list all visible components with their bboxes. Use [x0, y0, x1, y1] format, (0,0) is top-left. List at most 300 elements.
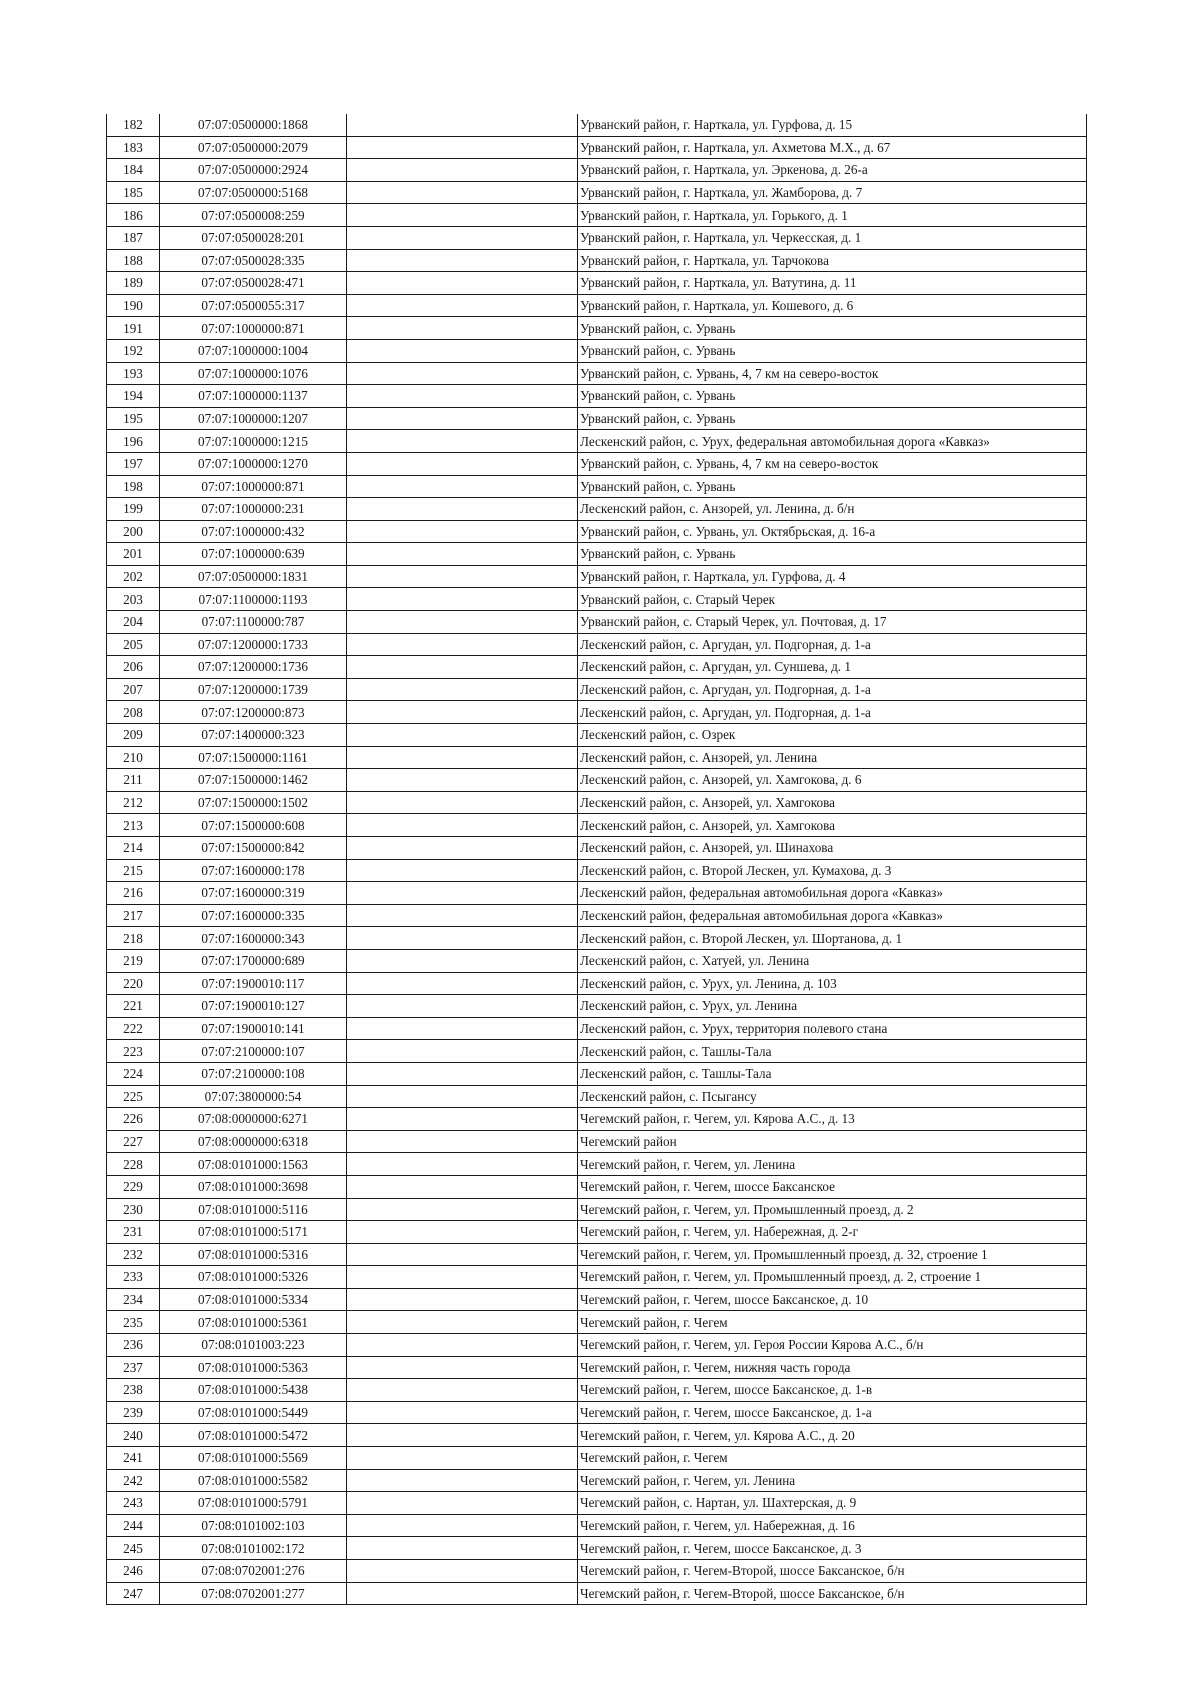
row-number-cell: 193	[107, 362, 160, 385]
empty-cell	[347, 972, 578, 995]
table-row	[107, 701, 1087, 724]
address-cell: Чегемский район, с. Нартан, ул. Шахтерская, д. 9	[578, 1492, 1087, 1515]
row-number-cell: 244	[107, 1514, 160, 1537]
table-row	[107, 317, 1087, 340]
row-number-cell: 207	[107, 678, 160, 701]
table-row	[107, 1379, 1087, 1402]
table-row	[107, 565, 1087, 588]
row-number-cell: 182	[107, 114, 160, 136]
cadastral-number-cell: 07:07:1600000:335	[160, 904, 347, 927]
empty-cell	[347, 475, 578, 498]
cadastral-number-cell: 07:08:0101000:3698	[160, 1175, 347, 1198]
row-number-cell: 208	[107, 701, 160, 724]
address-cell: Лескенский район, с. Анзорей, ул. Хамгокова	[578, 791, 1087, 814]
address-cell: Урванский район, г. Нарткала, ул. Черкесская, д. 1	[578, 226, 1087, 249]
table-row	[107, 1266, 1087, 1289]
empty-cell	[347, 1085, 578, 1108]
empty-cell	[347, 1447, 578, 1470]
empty-cell	[347, 882, 578, 905]
row-number-cell: 237	[107, 1356, 160, 1379]
address-cell: Лескенский район, с. Анзорей, ул. Хамгокова, д. 6	[578, 769, 1087, 792]
empty-cell	[347, 1537, 578, 1560]
table-row	[107, 249, 1087, 272]
address-cell: Урванский район, с. Урвань	[578, 543, 1087, 566]
cadastral-number-cell: 07:08:0101000:5326	[160, 1266, 347, 1289]
table-row	[107, 1514, 1087, 1537]
row-number-cell: 206	[107, 656, 160, 679]
cadastral-number-cell: 07:08:0101000:5361	[160, 1311, 347, 1334]
address-cell: Лескенский район, с. Анзорей, ул. Хамгокова	[578, 814, 1087, 837]
empty-cell	[347, 859, 578, 882]
table-row	[107, 362, 1087, 385]
row-number-cell: 187	[107, 226, 160, 249]
address-cell: Лескенский район, с. Озрек	[578, 724, 1087, 747]
table-row	[107, 1401, 1087, 1424]
cadastral-number-cell: 07:07:3800000:54	[160, 1085, 347, 1108]
address-cell: Урванский район, с. Урвань	[578, 339, 1087, 362]
cadastral-number-cell: 07:08:0101000:5334	[160, 1288, 347, 1311]
address-cell: Лескенский район, с. Второй Лескен, ул. Шортанова, д. 1	[578, 927, 1087, 950]
row-number-cell: 239	[107, 1401, 160, 1424]
row-number-cell: 191	[107, 317, 160, 340]
cadastral-number-cell: 07:07:1500000:1462	[160, 769, 347, 792]
cadastral-number-cell: 07:08:0101000:5116	[160, 1198, 347, 1221]
row-number-cell: 242	[107, 1469, 160, 1492]
row-number-cell: 231	[107, 1221, 160, 1244]
table-row	[107, 1221, 1087, 1244]
empty-cell	[347, 226, 578, 249]
table-row	[107, 814, 1087, 837]
table-row	[107, 520, 1087, 543]
table-row	[107, 1198, 1087, 1221]
table-row	[107, 1130, 1087, 1153]
cadastral-number-cell: 07:07:0500000:2079	[160, 136, 347, 159]
cadastral-number-cell: 07:07:0500000:1868	[160, 114, 347, 136]
empty-cell	[347, 452, 578, 475]
address-cell: Лескенский район, с. Ташлы-Тала	[578, 1062, 1087, 1085]
table-row	[107, 1334, 1087, 1357]
cadastral-number-cell: 07:07:1000000:871	[160, 317, 347, 340]
cadastral-number-cell: 07:07:0500028:335	[160, 249, 347, 272]
address-cell: Лескенский район, федеральная автомобильная дорога «Кавказ»	[578, 882, 1087, 905]
address-cell: Чегемский район, г. Чегем, шоссе Баксанское, д. 1-а	[578, 1401, 1087, 1424]
address-cell: Урванский район, г. Нарткала, ул. Эркенова, д. 26-а	[578, 159, 1087, 182]
table-row	[107, 407, 1087, 430]
cadastral-number-cell: 07:07:1600000:319	[160, 882, 347, 905]
table-row	[107, 543, 1087, 566]
empty-cell	[347, 791, 578, 814]
empty-cell	[347, 1153, 578, 1176]
address-cell: Чегемский район, г. Чегем, шоссе Баксанское, д. 3	[578, 1537, 1087, 1560]
row-number-cell: 240	[107, 1424, 160, 1447]
row-number-cell: 246	[107, 1560, 160, 1583]
address-cell: Чегемский район, г. Чегем, ул. Ленина	[578, 1153, 1087, 1176]
row-number-cell: 215	[107, 859, 160, 882]
table-row	[107, 1356, 1087, 1379]
empty-cell	[347, 136, 578, 159]
table-row	[107, 1447, 1087, 1470]
empty-cell	[347, 181, 578, 204]
empty-cell	[347, 904, 578, 927]
table-row	[107, 475, 1087, 498]
row-number-cell: 234	[107, 1288, 160, 1311]
empty-cell	[347, 159, 578, 182]
empty-cell	[347, 814, 578, 837]
cadastral-number-cell: 07:07:1000000:432	[160, 520, 347, 543]
address-cell: Урванский район, с. Урвань	[578, 385, 1087, 408]
row-number-cell: 199	[107, 498, 160, 521]
address-cell: Чегемский район, г. Чегем, ул. Кярова А.С., д. 13	[578, 1108, 1087, 1131]
cadastral-number-cell: 07:07:1200000:1739	[160, 678, 347, 701]
address-cell: Урванский район, г. Нарткала, ул. Кошевого, д. 6	[578, 294, 1087, 317]
address-cell: Урванский район, г. Нарткала, ул. Ахметова М.Х., д. 67	[578, 136, 1087, 159]
registry-table-body	[107, 114, 1087, 1605]
row-number-cell: 241	[107, 1447, 160, 1470]
cadastral-number-cell: 07:07:1900010:141	[160, 1017, 347, 1040]
row-number-cell: 222	[107, 1017, 160, 1040]
table-row	[107, 159, 1087, 182]
cadastral-number-cell: 07:07:0500000:2924	[160, 159, 347, 182]
row-number-cell: 201	[107, 543, 160, 566]
table-row	[107, 972, 1087, 995]
table-row	[107, 791, 1087, 814]
empty-cell	[347, 1266, 578, 1289]
cadastral-number-cell: 07:08:0101000:5791	[160, 1492, 347, 1515]
row-number-cell: 223	[107, 1040, 160, 1063]
row-number-cell: 232	[107, 1243, 160, 1266]
address-cell: Урванский район, с. Урвань	[578, 317, 1087, 340]
table-row	[107, 1062, 1087, 1085]
address-cell: Лескенский район, с. Хатуей, ул. Ленина	[578, 949, 1087, 972]
address-cell: Чегемский район, г. Чегем, ул. Героя России Кярова А.С., б/н	[578, 1334, 1087, 1357]
cadastral-number-cell: 07:07:1000000:1207	[160, 407, 347, 430]
empty-cell	[347, 746, 578, 769]
table-row	[107, 339, 1087, 362]
row-number-cell: 211	[107, 769, 160, 792]
cadastral-number-cell: 07:07:1900010:117	[160, 972, 347, 995]
row-number-cell: 216	[107, 882, 160, 905]
address-cell: Лескенский район, с. Псыгансу	[578, 1085, 1087, 1108]
address-cell: Лескенский район, с. Аргудан, ул. Подгорная, д. 1-а	[578, 701, 1087, 724]
address-cell: Чегемский район, г. Чегем-Второй, шоссе Баксанское, б/н	[578, 1582, 1087, 1605]
row-number-cell: 196	[107, 430, 160, 453]
table-row	[107, 611, 1087, 634]
row-number-cell: 228	[107, 1153, 160, 1176]
cadastral-number-cell: 07:08:0101000:5171	[160, 1221, 347, 1244]
address-cell: Урванский район, с. Старый Черек	[578, 588, 1087, 611]
table-row	[107, 837, 1087, 860]
empty-cell	[347, 1221, 578, 1244]
cadastral-number-cell: 07:07:0500000:1831	[160, 565, 347, 588]
address-cell: Чегемский район, г. Чегем, ул. Промышленный проезд, д. 2	[578, 1198, 1087, 1221]
address-cell: Чегемский район, г. Чегем	[578, 1311, 1087, 1334]
cadastral-number-cell: 07:07:1400000:323	[160, 724, 347, 747]
cadastral-number-cell: 07:07:1200000:873	[160, 701, 347, 724]
address-cell: Чегемский район	[578, 1130, 1087, 1153]
empty-cell	[347, 249, 578, 272]
empty-cell	[347, 204, 578, 227]
cadastral-number-cell: 07:07:2100000:108	[160, 1062, 347, 1085]
table-row	[107, 114, 1087, 136]
empty-cell	[347, 1560, 578, 1583]
table-row	[107, 904, 1087, 927]
table-row	[107, 452, 1087, 475]
cadastral-number-cell: 07:08:0000000:6318	[160, 1130, 347, 1153]
empty-cell	[347, 1514, 578, 1537]
cadastral-number-cell: 07:07:1000000:1215	[160, 430, 347, 453]
empty-cell	[347, 362, 578, 385]
table-row	[107, 204, 1087, 227]
address-cell: Лескенский район, с. Анзорей, ул. Ленина	[578, 746, 1087, 769]
empty-cell	[347, 837, 578, 860]
row-number-cell: 233	[107, 1266, 160, 1289]
empty-cell	[347, 1401, 578, 1424]
address-cell: Чегемский район, г. Чегем, шоссе Баксанское, д. 10	[578, 1288, 1087, 1311]
empty-cell	[347, 724, 578, 747]
table-row	[107, 1085, 1087, 1108]
address-cell: Урванский район, г. Нарткала, ул. Тарчокова	[578, 249, 1087, 272]
table-row	[107, 927, 1087, 950]
address-cell: Урванский район, г. Нарткала, ул. Гурфова, д. 15	[578, 114, 1087, 136]
cadastral-number-cell: 07:07:1200000:1733	[160, 633, 347, 656]
row-number-cell: 189	[107, 272, 160, 295]
address-cell: Чегемский район, г. Чегем	[578, 1447, 1087, 1470]
table-row	[107, 1108, 1087, 1131]
row-number-cell: 218	[107, 927, 160, 950]
address-cell: Лескенский район, с. Анзорей, ул. Ленина, д. б/н	[578, 498, 1087, 521]
cadastral-number-cell: 07:07:1000000:231	[160, 498, 347, 521]
cadastral-number-cell: 07:07:1700000:689	[160, 949, 347, 972]
row-number-cell: 245	[107, 1537, 160, 1560]
cadastral-number-cell: 07:08:0101002:172	[160, 1537, 347, 1560]
empty-cell	[347, 633, 578, 656]
row-number-cell: 198	[107, 475, 160, 498]
address-cell: Лескенский район, с. Урух, федеральная автомобильная дорога «Кавказ»	[578, 430, 1087, 453]
address-cell: Урванский район, г. Нарткала, ул. Ватутина, д. 11	[578, 272, 1087, 295]
cadastral-number-cell: 07:08:0101000:1563	[160, 1153, 347, 1176]
address-cell: Чегемский район, г. Чегем, шоссе Баксанское	[578, 1175, 1087, 1198]
table-row	[107, 430, 1087, 453]
address-cell: Урванский район, с. Урвань, ул. Октябрьская, д. 16-а	[578, 520, 1087, 543]
cadastral-number-cell: 07:07:1000000:1137	[160, 385, 347, 408]
row-number-cell: 236	[107, 1334, 160, 1357]
row-number-cell: 203	[107, 588, 160, 611]
row-number-cell: 200	[107, 520, 160, 543]
address-cell: Чегемский район, г. Чегем, ул. Набережная, д. 2-г	[578, 1221, 1087, 1244]
cadastral-number-cell: 07:08:0101002:103	[160, 1514, 347, 1537]
row-number-cell: 204	[107, 611, 160, 634]
table-row	[107, 1017, 1087, 1040]
cadastral-number-cell: 07:07:1100000:787	[160, 611, 347, 634]
address-cell: Урванский район, с. Урвань	[578, 407, 1087, 430]
address-cell: Урванский район, с. Урвань, 4, 7 км на северо-восток	[578, 452, 1087, 475]
address-cell: Чегемский район, г. Чегем, нижняя часть города	[578, 1356, 1087, 1379]
empty-cell	[347, 1198, 578, 1221]
empty-cell	[347, 565, 578, 588]
table-row	[107, 949, 1087, 972]
empty-cell	[347, 1356, 578, 1379]
table-row	[107, 1560, 1087, 1583]
address-cell: Урванский район, с. Урвань	[578, 475, 1087, 498]
address-cell: Чегемский район, г. Чегем, ул. Ленина	[578, 1469, 1087, 1492]
address-cell: Чегемский район, г. Чегем, шоссе Баксанское, д. 1-в	[578, 1379, 1087, 1402]
address-cell: Чегемский район, г. Чегем, ул. Промышленный проезд, д. 32, строение 1	[578, 1243, 1087, 1266]
row-number-cell: 219	[107, 949, 160, 972]
address-cell: Лескенский район, с. Урух, ул. Ленина	[578, 995, 1087, 1018]
table-row	[107, 272, 1087, 295]
row-number-cell: 210	[107, 746, 160, 769]
cadastral-number-cell: 07:07:1000000:1270	[160, 452, 347, 475]
address-cell: Чегемский район, г. Чегем, ул. Промышленный проезд, д. 2, строение 1	[578, 1266, 1087, 1289]
cadastral-number-cell: 07:07:1000000:1076	[160, 362, 347, 385]
empty-cell	[347, 611, 578, 634]
empty-cell	[347, 701, 578, 724]
empty-cell	[347, 656, 578, 679]
empty-cell	[347, 1040, 578, 1063]
cadastral-number-cell: 07:07:1000000:1004	[160, 339, 347, 362]
address-cell: Лескенский район, с. Ташлы-Тала	[578, 1040, 1087, 1063]
cadastral-number-cell: 07:08:0101000:5569	[160, 1447, 347, 1470]
empty-cell	[347, 407, 578, 430]
cadastral-number-cell: 07:08:0101000:5582	[160, 1469, 347, 1492]
empty-cell	[347, 927, 578, 950]
cadastral-number-cell: 07:08:0702001:277	[160, 1582, 347, 1605]
row-number-cell: 192	[107, 339, 160, 362]
address-cell: Чегемский район, г. Чегем-Второй, шоссе Баксанское, б/н	[578, 1560, 1087, 1583]
table-row	[107, 1311, 1087, 1334]
row-number-cell: 213	[107, 814, 160, 837]
cadastral-number-cell: 07:08:0101000:5363	[160, 1356, 347, 1379]
row-number-cell: 225	[107, 1085, 160, 1108]
empty-cell	[347, 1130, 578, 1153]
cadastral-number-cell: 07:07:1000000:639	[160, 543, 347, 566]
row-number-cell: 190	[107, 294, 160, 317]
empty-cell	[347, 294, 578, 317]
cadastral-number-cell: 07:07:1200000:1736	[160, 656, 347, 679]
empty-cell	[347, 1175, 578, 1198]
table-row	[107, 226, 1087, 249]
address-cell: Лескенский район, с. Урух, ул. Ленина, д. 103	[578, 972, 1087, 995]
table-row	[107, 633, 1087, 656]
cadastral-number-cell: 07:07:0500028:201	[160, 226, 347, 249]
row-number-cell: 217	[107, 904, 160, 927]
table-row	[107, 859, 1087, 882]
row-number-cell: 243	[107, 1492, 160, 1515]
row-number-cell: 194	[107, 385, 160, 408]
cadastral-number-cell: 07:07:1000000:871	[160, 475, 347, 498]
row-number-cell: 185	[107, 181, 160, 204]
empty-cell	[347, 339, 578, 362]
empty-cell	[347, 769, 578, 792]
table-row	[107, 995, 1087, 1018]
table-row	[107, 1153, 1087, 1176]
cadastral-number-cell: 07:07:1500000:1502	[160, 791, 347, 814]
empty-cell	[347, 588, 578, 611]
row-number-cell: 227	[107, 1130, 160, 1153]
empty-cell	[347, 1062, 578, 1085]
address-cell: Урванский район, г. Нарткала, ул. Жамборова, д. 7	[578, 181, 1087, 204]
empty-cell	[347, 1334, 578, 1357]
empty-cell	[347, 1492, 578, 1515]
row-number-cell: 247	[107, 1582, 160, 1605]
table-row	[107, 724, 1087, 747]
table-row	[107, 1469, 1087, 1492]
cadastral-number-cell: 07:07:1500000:1161	[160, 746, 347, 769]
address-cell: Урванский район, г. Нарткала, ул. Гурфова, д. 4	[578, 565, 1087, 588]
row-number-cell: 238	[107, 1379, 160, 1402]
row-number-cell: 235	[107, 1311, 160, 1334]
table-row	[107, 1537, 1087, 1560]
row-number-cell: 212	[107, 791, 160, 814]
cadastral-number-cell: 07:08:0101000:5472	[160, 1424, 347, 1447]
table-row	[107, 769, 1087, 792]
empty-cell	[347, 385, 578, 408]
empty-cell	[347, 1108, 578, 1131]
cadastral-number-cell: 07:07:1500000:608	[160, 814, 347, 837]
empty-cell	[347, 1288, 578, 1311]
table-row	[107, 1175, 1087, 1198]
cadastral-number-cell: 07:07:1100000:1193	[160, 588, 347, 611]
cadastral-number-cell: 07:08:0101003:223	[160, 1334, 347, 1357]
address-cell: Лескенский район, с. Анзорей, ул. Шинахова	[578, 837, 1087, 860]
cadastral-number-cell: 07:07:1900010:127	[160, 995, 347, 1018]
row-number-cell: 226	[107, 1108, 160, 1131]
cadastral-number-cell: 07:07:0500000:5168	[160, 181, 347, 204]
row-number-cell: 197	[107, 452, 160, 475]
cadastral-number-cell: 07:08:0101000:5438	[160, 1379, 347, 1402]
empty-cell	[347, 1243, 578, 1266]
row-number-cell: 195	[107, 407, 160, 430]
cadastral-number-cell: 07:08:0101000:5449	[160, 1401, 347, 1424]
table-row	[107, 136, 1087, 159]
address-cell: Лескенский район, с. Урух, территория полевого стана	[578, 1017, 1087, 1040]
table-row	[107, 181, 1087, 204]
address-cell: Чегемский район, г. Чегем, ул. Набережная, д. 16	[578, 1514, 1087, 1537]
address-cell: Лескенский район, с. Второй Лескен, ул. Кумахова, д. 3	[578, 859, 1087, 882]
cadastral-number-cell: 07:07:0500008:259	[160, 204, 347, 227]
empty-cell	[347, 678, 578, 701]
table-row	[107, 882, 1087, 905]
row-number-cell: 202	[107, 565, 160, 588]
row-number-cell: 230	[107, 1198, 160, 1221]
row-number-cell: 224	[107, 1062, 160, 1085]
row-number-cell: 184	[107, 159, 160, 182]
empty-cell	[347, 498, 578, 521]
empty-cell	[347, 1424, 578, 1447]
cadastral-number-cell: 07:08:0101000:5316	[160, 1243, 347, 1266]
row-number-cell: 214	[107, 837, 160, 860]
table-row	[107, 656, 1087, 679]
address-cell: Урванский район, с. Урвань, 4, 7 км на северо-восток	[578, 362, 1087, 385]
cadastral-number-cell: 07:07:1600000:343	[160, 927, 347, 950]
empty-cell	[347, 543, 578, 566]
empty-cell	[347, 114, 578, 136]
table-row	[107, 1582, 1087, 1605]
row-number-cell: 209	[107, 724, 160, 747]
table-row	[107, 294, 1087, 317]
table-row	[107, 678, 1087, 701]
cadastral-number-cell: 07:07:2100000:107	[160, 1040, 347, 1063]
address-cell: Лескенский район, с. Аргудан, ул. Суншева, д. 1	[578, 656, 1087, 679]
row-number-cell: 183	[107, 136, 160, 159]
table-row	[107, 746, 1087, 769]
registry-table	[106, 114, 1087, 1605]
empty-cell	[347, 1017, 578, 1040]
table-row	[107, 1492, 1087, 1515]
address-cell: Чегемский район, г. Чегем, ул. Кярова А.С., д. 20	[578, 1424, 1087, 1447]
address-cell: Урванский район, г. Нарткала, ул. Горького, д. 1	[578, 204, 1087, 227]
empty-cell	[347, 949, 578, 972]
